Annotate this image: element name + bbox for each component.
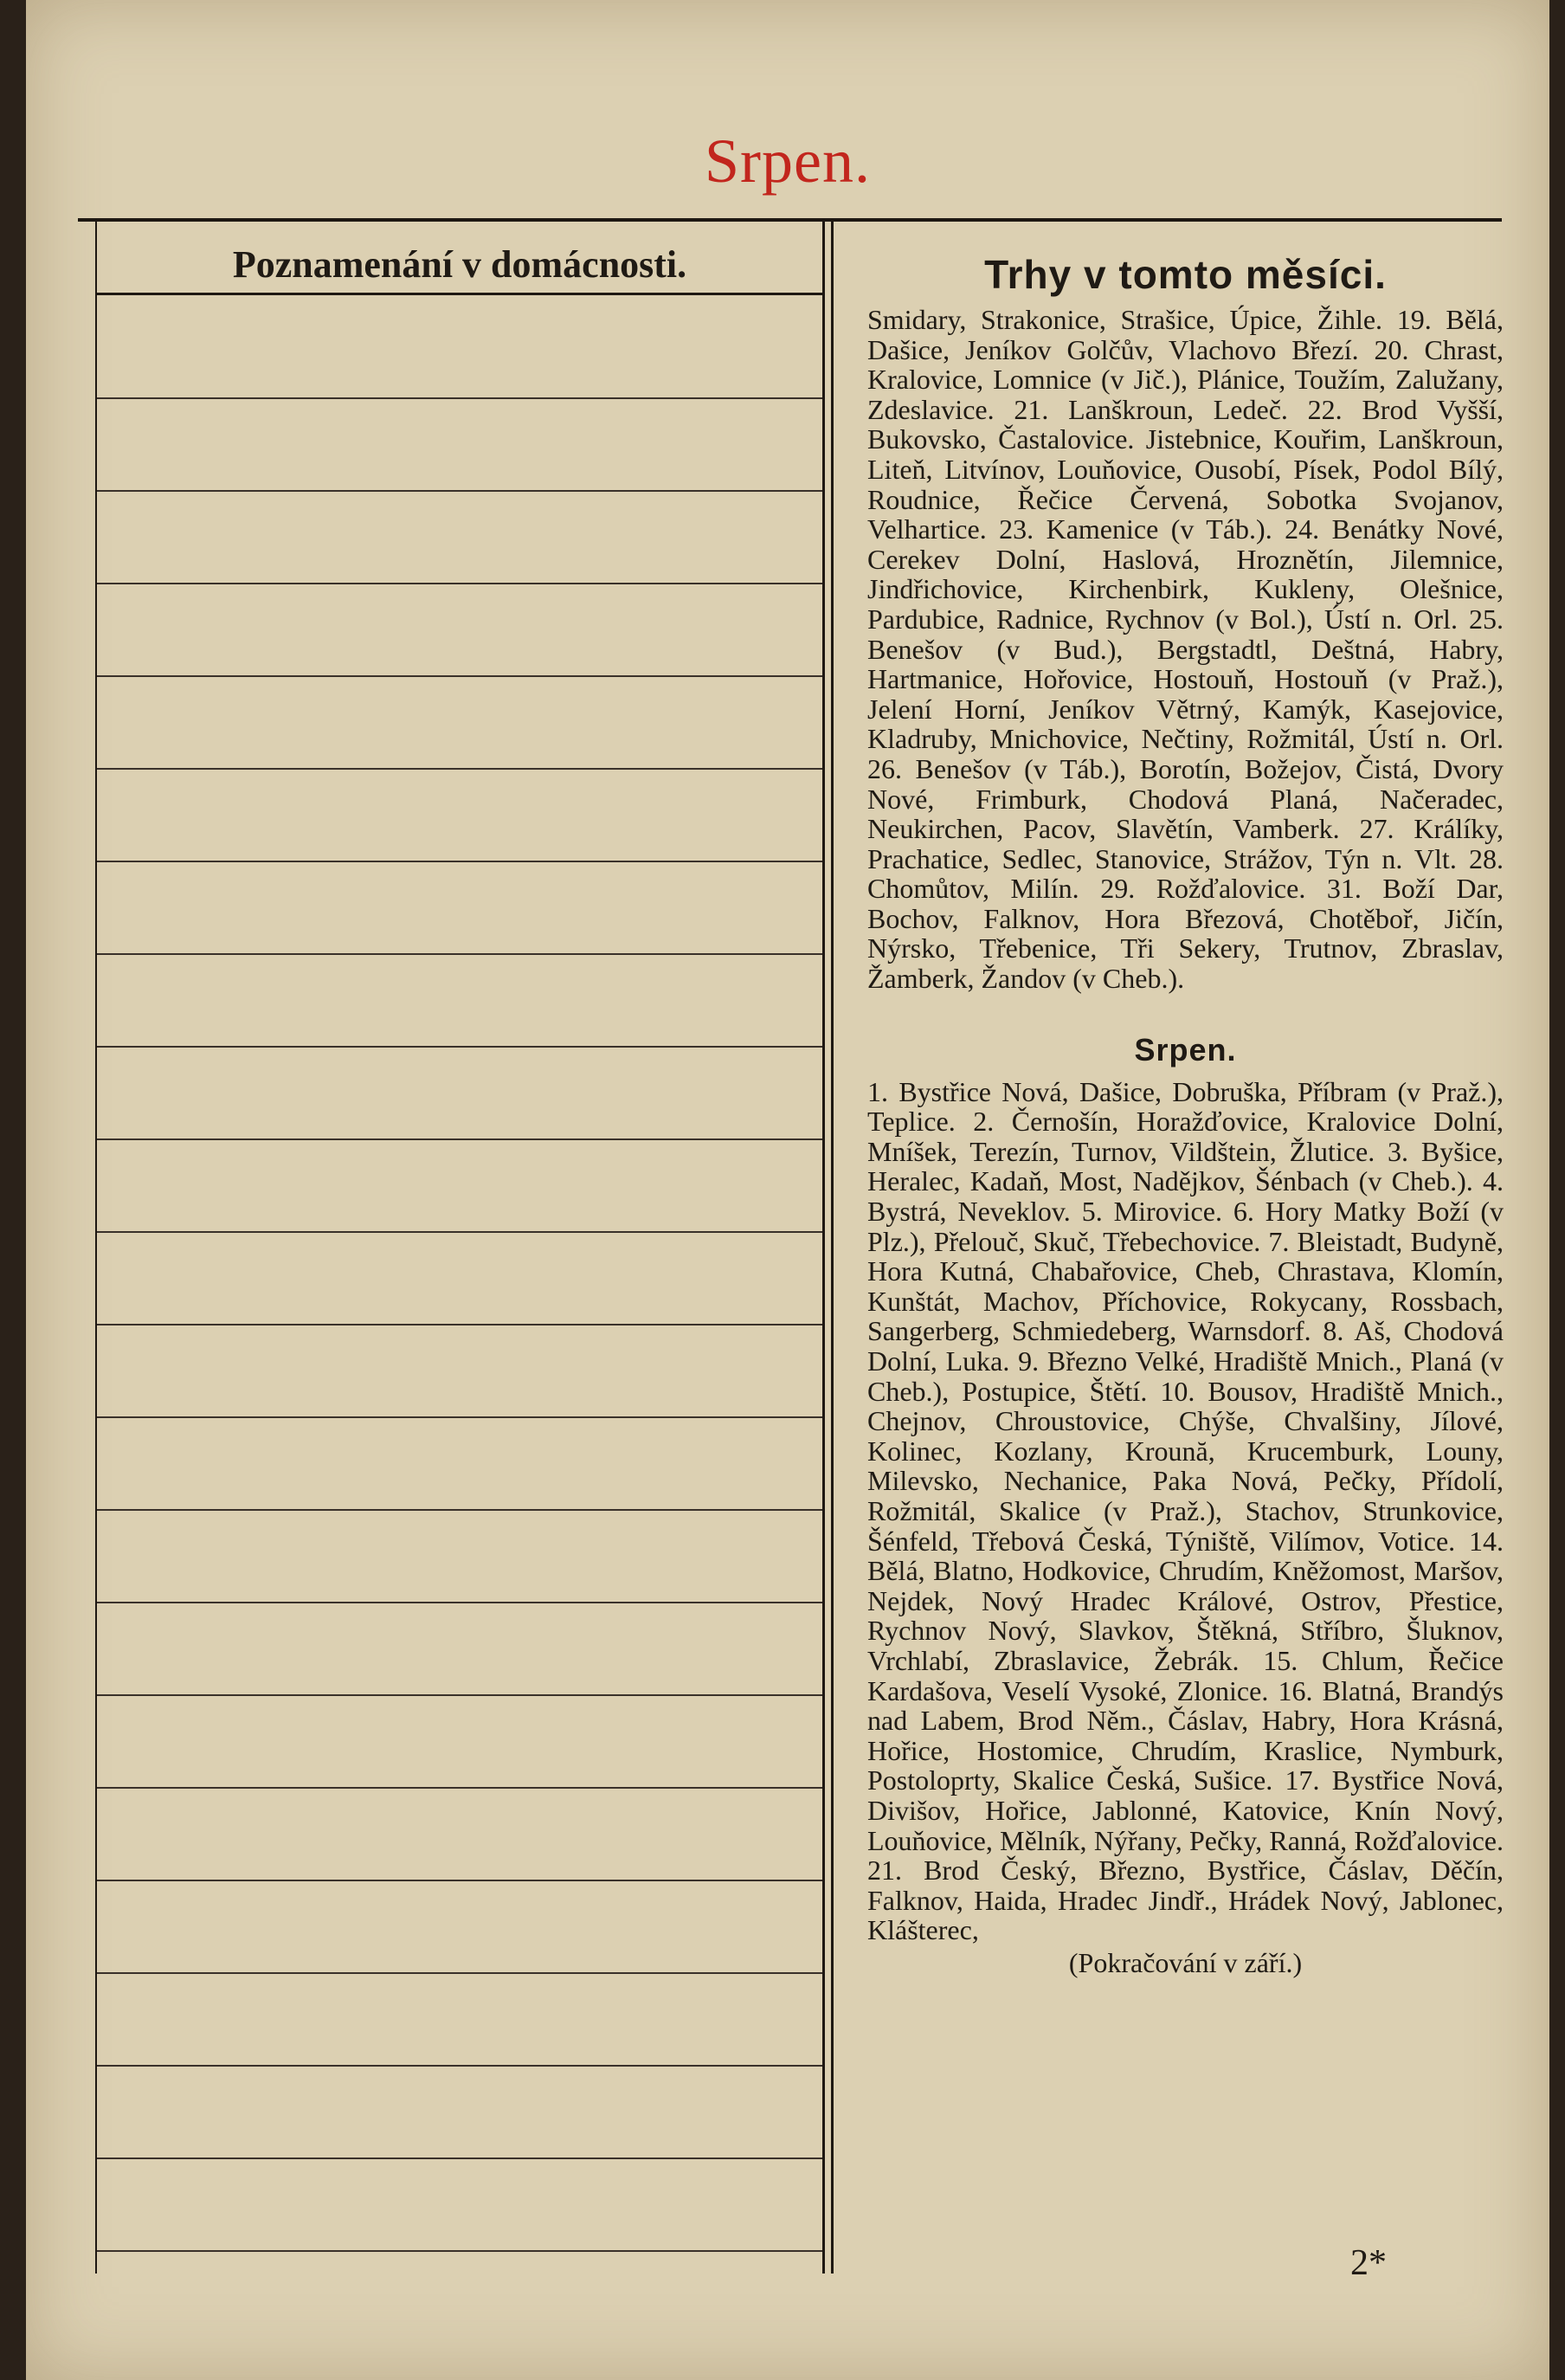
notes-ruled-area: [97, 295, 822, 2274]
markets-column: [867, 251, 1504, 1979]
notes-heading: Poznamenání v domácnosti.: [232, 243, 687, 286]
note-line: [97, 1046, 822, 1048]
note-line: [97, 953, 822, 955]
note-line: [97, 1324, 822, 1325]
note-line: [97, 490, 822, 492]
continuation-note: (Pokračování v září.): [1068, 1946, 1303, 1978]
note-line: [97, 1972, 822, 1974]
note-line: [97, 1138, 822, 1140]
column-divider-outer: [831, 222, 834, 2274]
page-number: 2*: [1350, 2243, 1387, 2283]
column-divider-inner: [822, 222, 825, 2274]
header-rule: [78, 218, 1502, 222]
note-line: [97, 2065, 822, 2067]
markets-previous-month-text: Smidary, Strakonice, Strašice, Úpice, Žihle. 19. Bělá, Dašice, Jeníkov Golčův, Vlachovo Březí. 20. Chrast, Kralovice, Lomnice (v Jič.), Plánice, Toužím, Zalužany, Zdeslavice. 21. Lanškroun, Ledeč. 22. Brod Vyšší, Bukovsko, Častalovice. Jistebnice, Kouřim, Lanškroun, Liteň, Litvínov, Louňovice, Ousobí, Písek, Podol Bílý, Roudnice, Řečice Červená, Sobotka Svojanov, Velhartice. 23. Kamenice (v Táb.). 24. Benátky Nové, Cerekev Dolní, Haslová, Hroznětín, Jilemnice, Jindřichovice, Kirchenbirk, Kukleny, Olešnice, Pardubice, Radnice, Rychnov (v Bol.), Ústí n. Orl. 25. Benešov (v Bud.), Bergstadtl, Deštná, Habry, Hartmanice, Hořovice, Hostouň, Hostouň (v Praž.), Jelení Horní, Jeníkov Větrný, Kamýk, Kasejovice, Kladruby, Mnichovice, Nečtiny, Rožmitál, Ústí n. Orl. 26. Benešov (v Táb.), Borotín, Božejov, Čistá, Dvory Nové, Frimburk, Chodová Planá, Načeradec, Neukirchen, Pacov, Slavětín, Vamberk. 27. Králíky, Prachatice, Sedlec, Stanovice, Strážov, Týn n. Vlt. 28. Chomůtov, Milín. 29. Rožďalovice. 31. Boží Dar, Bochov, Falknov, Hora Březová, Chotěboř, Jičín, Nýrsko, Třebenice, Tři Sekery, Trutnov, Zbraslav, Žamberk, Žandov (v Cheb.).: [867, 304, 1504, 995]
august-subheading: Srpen.: [1134, 1031, 1237, 1067]
note-line: [97, 1416, 822, 1418]
markets-august-text: 1. Bystřice Nová, Dašice, Dobruška, Příbram (v Praž.), Teplice. 2. Černošín, Horažďovice, Kralovice Dolní, Mníšek, Terezín, Turnov, Vildštein, Žlutice. 3. Byšice, Heralec, Kadaň, Most, Nadějkov, Šénbach (v Cheb.). 4. Bystrá, Neveklov. 5. Mirovice. 6. Hory Matky Boží (v Plz.), Přelouč, Skuč, Třebechovice. 7. Bleistadt, Budyně, Hora Kutná, Chabařovice, Cheb, Chrastava, Klomín, Kunštát, Machov, Příchovice, Rokycany, Rossbach, Sangerberg, Schmiedeberg, Warnsdorf. 8. Aš, Chodová Dolní, Luka. 9. Březno Velké, Hradiště Mnich., Planá (v Cheb.), Postupice, Štětí. 10. Bousov, Hradiště Mnich., Chejnov, Chroustovice, Chýše, Chvalšiny, Jílové, Kolinec, Kozlany, Kroună, Krucemburk, Louny, Milevsko, Nechanice, Paka Nová, Pečky, Přídolí, Rožmitál, Skalice (v Praž.), Stachov, Strunkovice, Šénfeld, Třebová Česká, Týniště, Vilímov, Votice. 14. Bělá, Blatno, Hodkovice, Chrudím, Kněžomost, Maršov, Nejdek, Nový Hradec Králové, Ostrov, Přestice, Rychnov Nový, Slavkov, Štěkná, Stříbro, Šluknov, Vrchlabí, Zbraslavice, Žebrák. 15. Chlum, Řečice Kardašova, Veselí Vysoké, Zlonice. 16. Blatná, Brandýs nad Labem, Brod Něm., Čáslav, Habry, Hora Krásná, Hořice, Hostomice, Chrudím, Kraslice, Nymburk, Postoloprty, Skalice Česká, Sušice. 17. Bystřice Nová, Divišov, Hořice, Jablonné, Katovice, Knín Nový, Louňovice, Mělník, Nýřany, Pečky, Ranná, Rožďalovice. 21. Brod Český, Březno, Bystřice, Čáslav, Děčín, Falknov, Haida, Hradec Jindř., Hrádek Nový, Jablonec, Klášterec,: [867, 1075, 1504, 1946]
almanac-page: [26, 0, 1549, 2380]
note-line: [97, 675, 822, 677]
note-line: [97, 768, 822, 770]
page-title: Srpen.: [705, 126, 871, 196]
note-line: [97, 861, 822, 862]
note-line: [97, 1787, 822, 1789]
note-line: [97, 583, 822, 584]
note-line: [97, 397, 822, 399]
note-line: [97, 2157, 822, 2159]
note-line: [97, 1509, 822, 1511]
note-line: [97, 1694, 822, 1696]
note-line: [97, 1880, 822, 1881]
note-line: [97, 1231, 822, 1233]
note-line: [97, 2250, 822, 2252]
note-line: [97, 1602, 822, 1603]
markets-heading: Trhy v tomto měsíci.: [984, 252, 1387, 297]
